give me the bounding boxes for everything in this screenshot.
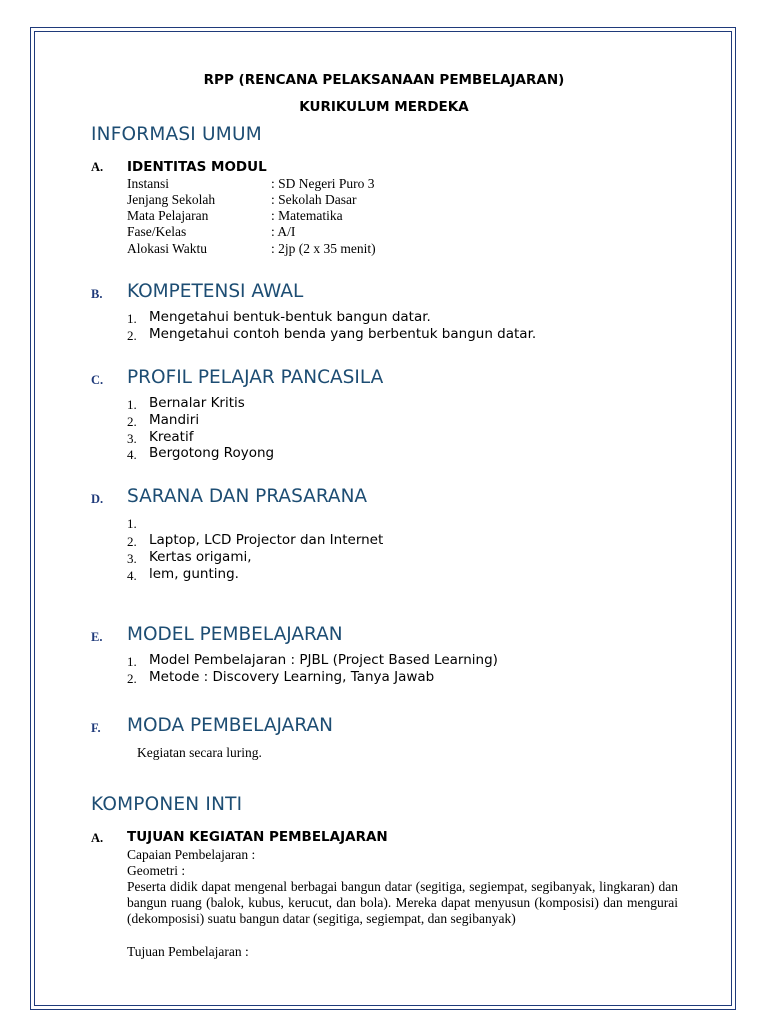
list-number: 4. bbox=[127, 447, 137, 462]
moda-text: Kegiatan secara luring. bbox=[137, 745, 262, 760]
list-number: 1. bbox=[127, 516, 137, 531]
list-item: Model Pembelajaran : PJBL (Project Based Learning) bbox=[149, 652, 498, 668]
identitas-key: Mata Pelajaran bbox=[127, 208, 209, 223]
identitas-value: : 2jp (2 x 35 menit) bbox=[271, 241, 376, 256]
section-letter-a: A. bbox=[91, 831, 104, 845]
section-letter-c: C. bbox=[91, 373, 104, 387]
profil-pelajar-heading: PROFIL PELAJAR PANCASILA bbox=[127, 367, 384, 388]
capaian-label: Capaian Pembelajaran : bbox=[127, 847, 256, 862]
list-item: Kreatif bbox=[149, 429, 194, 445]
tujuan-pembelajaran-label: Tujuan Pembelajaran : bbox=[127, 944, 249, 959]
list-number: 2. bbox=[127, 414, 137, 429]
list-number: 2. bbox=[127, 534, 137, 549]
section-letter-f: F. bbox=[91, 721, 101, 735]
document-subtitle: KURIKULUM MERDEKA bbox=[299, 99, 469, 115]
tujuan-kegiatan-heading: TUJUAN KEGIATAN PEMBELAJARAN bbox=[127, 829, 388, 845]
section-letter-b: B. bbox=[91, 287, 103, 301]
identitas-value: : Sekolah Dasar bbox=[271, 192, 357, 207]
identitas-key: Fase/Kelas bbox=[127, 224, 187, 239]
identitas-modul-heading: IDENTITAS MODUL bbox=[127, 159, 267, 175]
identitas-value: : SD Negeri Puro 3 bbox=[271, 176, 375, 191]
section-letter-a: A. bbox=[91, 160, 104, 174]
identitas-value: : Matematika bbox=[271, 208, 343, 223]
list-item: lem, gunting. bbox=[149, 566, 239, 582]
list-number: 4. bbox=[127, 568, 137, 583]
list-number: 1. bbox=[127, 311, 137, 326]
list-item: Kertas origami, bbox=[149, 549, 252, 565]
moda-pembelajaran-heading: MODA PEMBELAJARAN bbox=[127, 715, 333, 736]
list-item: Laptop, LCD Projector dan Internet bbox=[149, 532, 384, 548]
list-item: Mandiri bbox=[149, 412, 200, 428]
list-number: 3. bbox=[127, 431, 137, 446]
section-letter-e: E. bbox=[91, 630, 103, 644]
list-item: Bernalar Kritis bbox=[149, 395, 245, 411]
identitas-key: Alokasi Waktu bbox=[127, 241, 208, 256]
list-number: 1. bbox=[127, 654, 137, 669]
list-item: Mengetahui contoh benda yang berbentuk bangun datar. bbox=[149, 326, 537, 342]
model-pembelajaran-heading: MODEL PEMBELAJARAN bbox=[127, 624, 343, 645]
identitas-key: Jenjang Sekolah bbox=[127, 192, 216, 207]
identitas-key: Instansi bbox=[127, 176, 169, 191]
section-heading-komponen-inti: KOMPONEN INTI bbox=[91, 794, 243, 815]
sarana-prasarana-heading: SARANA DAN PRASARANA bbox=[127, 486, 368, 507]
list-item: Mengetahui bentuk-bentuk bangun datar. bbox=[149, 309, 431, 325]
geometri-label: Geometri : bbox=[127, 863, 186, 878]
list-number: 3. bbox=[127, 551, 137, 566]
section-heading-informasi-umum: INFORMASI UMUM bbox=[91, 124, 262, 145]
list-item: Bergotong Royong bbox=[149, 445, 275, 461]
list-number: 2. bbox=[127, 328, 137, 343]
list-number: 1. bbox=[127, 397, 137, 412]
list-number: 2. bbox=[127, 671, 137, 686]
identitas-value: : A/I bbox=[271, 224, 296, 239]
section-letter-d: D. bbox=[91, 492, 104, 506]
capaian-paragraph: Peserta didik dapat mengenal berbagai bangun datar (segitiga, segiempat, segibanyak, lingkaran) dan bangun ruang (balok, kubus, kerucut, dan bola). Mereka dapat menyusun (komposisi) dan mengurai (dekomposisi) suatu bangun datar (segitiga, segiempat, dan segibanyak) bbox=[127, 879, 678, 927]
document-title: RPP (RENCANA PELAKSANAAN PEMBELAJARAN) bbox=[203, 72, 565, 88]
list-item: Metode : Discovery Learning, Tanya Jawab bbox=[149, 669, 435, 685]
kompetensi-awal-heading: KOMPETENSI AWAL bbox=[127, 281, 304, 302]
